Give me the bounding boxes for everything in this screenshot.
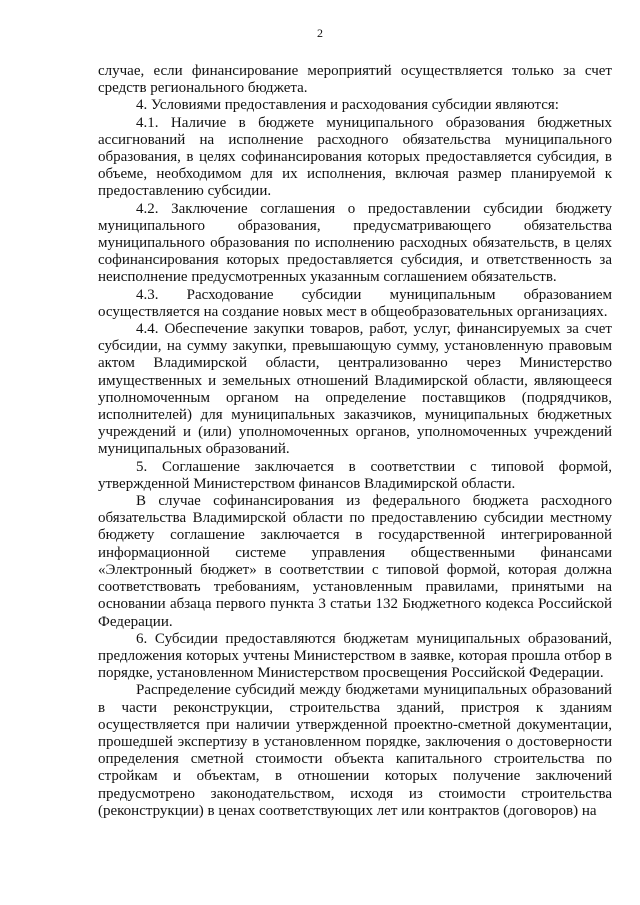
paragraph-item-6: 6. Субсидии предоставляются бюджетам муниципальных образований, предложения которых учтены Министерством в заявке, которая прошла отбор в порядке, установленном Министерством просвещения Российской Федерации. [98,630,612,682]
paragraph-subsidy-distribution: Распределение субсидий между бюджетами муниципальных образований в части реконструкции, строительства зданий, пристроя к зданиям осуществляется при наличии утвержденной проектно-сметной документации, прошедшей экспертизу в установленном порядке, заключения о достоверности определения сметной стоимости объекта капитального строительства по стройкам и объектам, в отношении которых получение заключений предусмотрено законодательством, исходя из стоимости строительства (реконструкции) в ценах соответствующих лет или контрактов (договоров) на [98,682,612,819]
paragraph-item-4-4: 4.4. Обеспечение закупки товаров, работ, услуг, финансируемых за счет субсидии, на сумму закупки, превышающую сумму, установленную правовым актом Владимирской области, централизованно через Министерство имущественных и земельных отношений Владимирской области, являющееся уполномоченным органом на определение поставщиков (подрядчиков, исполнителей) для муниципальных заказчиков, муниципальных бюджетных учреждений и (или) уполномоченных органов, уполномоченных учреждений муниципальных образований. [98,321,612,458]
page-number: 2 [317,26,323,40]
paragraph-item-4-2: 4.2. Заключение соглашения о предоставлении субсидии бюджету муниципального образования, предусматривающего обязательства муниципального образования по исполнению расходных обязательств, в целях софинансирования которых предоставляется субсидия, и ответственность за неисполнение предусмотренных указанным соглашением обязательств. [98,200,612,286]
paragraph-item-4-1: 4.1. Наличие в бюджете муниципального образования бюджетных ассигнований на исполнение расходного обязательства муниципального образования, в целях софинансирования которых предоставляется субсидия, в объеме, необходимом для их исполнения, включая размер планируемой к предоставлению субсидии. [98,114,612,200]
paragraph-continuation: случае, если финансирование мероприятий осуществляется только за счет средств регионального бюджета. [98,63,612,97]
paragraph-item-4-3: 4.3. Расходование субсидии муниципальным образованием осуществляется на создание новых мест в общеобразовательных организациях. [98,286,612,320]
paragraph-federal-cofinancing: В случае софинансирования из федерального бюджета расходного обязательства Владимирской области по предоставлению субсидии местному бюджету соглашение заключается в государственной интегрированной информационной системе управления общественными финансами «Электронный бюджет» в соответствии с типовой формой, которая должна соответствовать требованиям, установленным правилами, принятыми на основании абзаца первого пункта 3 статьи 132 Бюджетного кодекса Российской Федерации. [98,493,612,630]
document-body [98,63,612,820]
paragraph-item-4: 4. Условиями предоставления и расходования субсидии являются: [136,97,559,114]
paragraph-item-5: 5. Соглашение заключается в соответствии с типовой формой, утвержденной Министерством финансов Владимирской области. [98,458,612,492]
